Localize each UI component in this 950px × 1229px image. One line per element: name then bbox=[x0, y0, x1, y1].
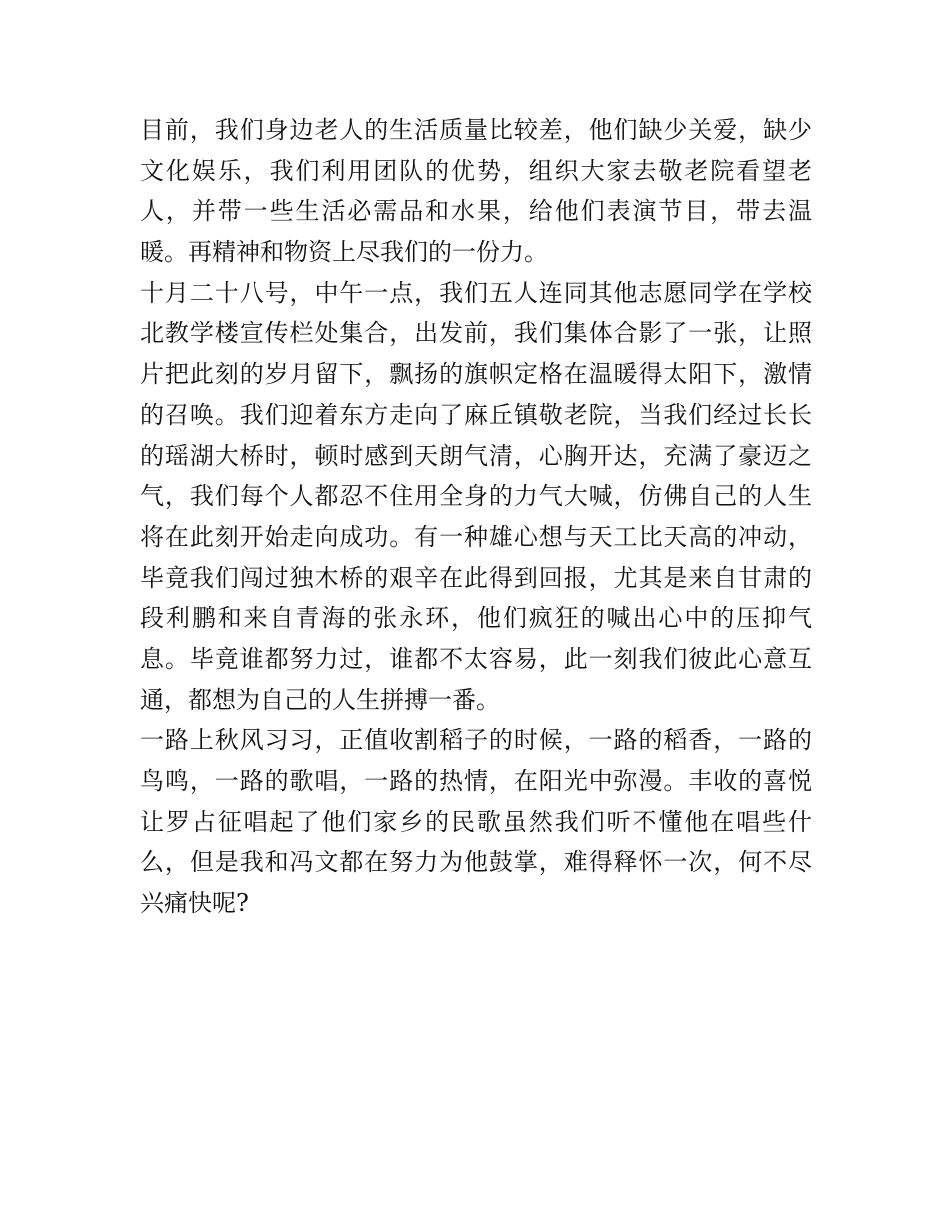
text-line: 的瑶湖大桥时，顿时感到天朗气清，心胸开达，充满了豪迈之 bbox=[140, 441, 812, 470]
text-line: 片把此刻的岁月留下，飘扬的旗帜定格在温暖得太阳下，激情 bbox=[140, 360, 812, 389]
text-line: 气，我们每个人都忍不住用全身的力气大喊，仿佛自己的人生 bbox=[140, 482, 812, 511]
text-line: 毕竟我们闯过独木桥的艰辛在此得到回报，尤其是来自甘肃的 bbox=[140, 563, 812, 592]
text-line: 的召唤。我们迎着东方走向了麻丘镇敬老院，当我们经过长长 bbox=[140, 400, 812, 429]
text-line: 鸟鸣，一路的歌唱，一路的热情，在阳光中弥漫。丰收的喜悦 bbox=[140, 767, 812, 795]
text-line: 兴痛快呢? bbox=[140, 889, 249, 918]
text-line: 目前，我们身边老人的生活质量比较差，他们缺少关爱，缺少 bbox=[140, 116, 812, 144]
document-body bbox=[140, 110, 812, 924]
text-line: 么，但是我和冯文都在努力为他鼓掌，难得释怀一次，何不尽 bbox=[140, 848, 812, 877]
text-line: 十月二十八号，中午一点，我们五人连同其他志愿同学在学校 bbox=[140, 278, 812, 307]
text-line: 人，并带一些生活必需品和水果，给他们表演节目，带去温 bbox=[140, 197, 812, 226]
text-line: 一路上秋风习习，正值收割稻子的时候，一路的稻香，一路的 bbox=[140, 726, 812, 755]
paragraph-3 bbox=[140, 720, 812, 923]
text-line: 通，都想为自己的人生拼搏一番。 bbox=[140, 685, 500, 714]
paragraph-2 bbox=[140, 273, 812, 721]
paragraph-1 bbox=[140, 110, 812, 273]
text-line: 北教学楼宣传栏处集合，出发前，我们集体合影了一张，让照 bbox=[140, 319, 812, 348]
text-line: 将在此刻开始走向成功。有一种雄心想与天工比天高的冲动， bbox=[140, 522, 812, 551]
text-line: 息。毕竟谁都努力过，谁都不太容易，此一刻我们彼此心意互 bbox=[140, 644, 812, 673]
text-line: 文化娱乐，我们利用团队的优势，组织大家去敬老院看望老 bbox=[140, 156, 812, 185]
text-line: 暖。再精神和物资上尽我们的一份力。 bbox=[140, 238, 548, 267]
text-line: 段利鹏和来自青海的张永环，他们疯狂的喊出心中的压抑气 bbox=[140, 604, 812, 633]
text-line: 让罗占征唱起了他们家乡的民歌虽然我们听不懂他在唱些什 bbox=[140, 807, 812, 836]
